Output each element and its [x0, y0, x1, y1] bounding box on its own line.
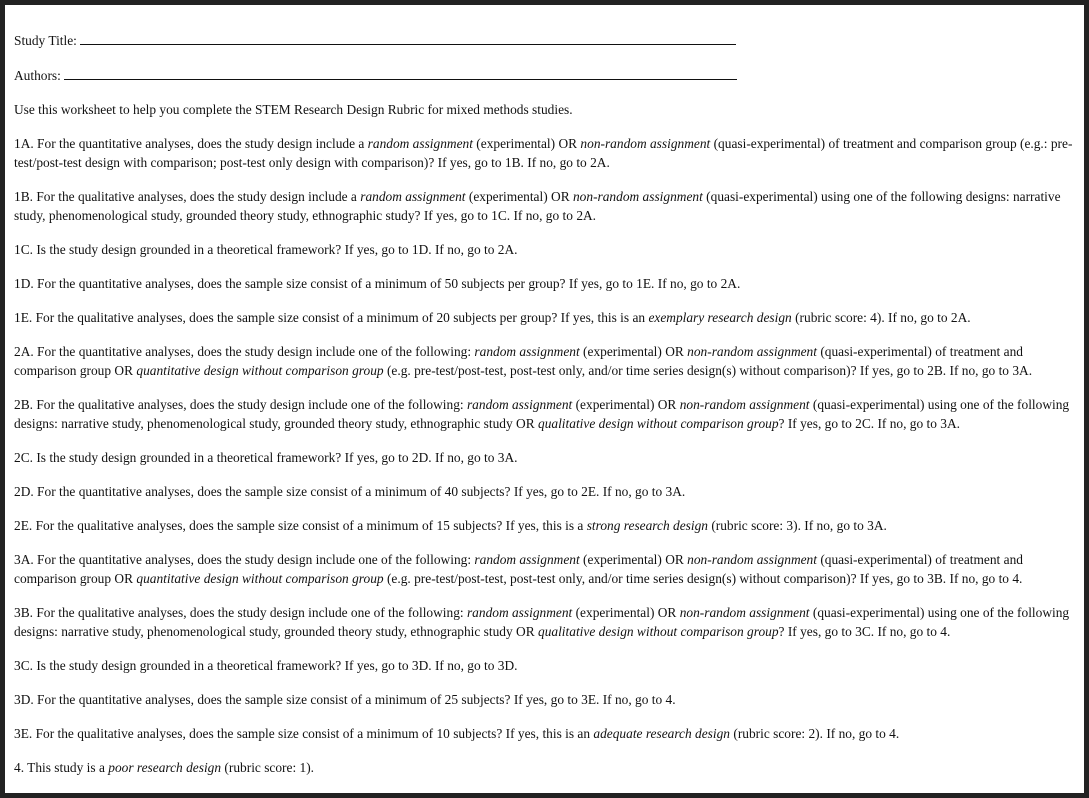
rubric-question-1a: [14, 134, 1076, 172]
question-text: (rubric score: 1).: [221, 760, 315, 775]
rubric-question-1c: [14, 240, 1076, 259]
question-text: (quasi-experimental) using one of the following designs: narrative study, phenomenological study, grounded theory study, ethnographic study OR: [14, 605, 1070, 639]
question-text: (experimental) OR: [472, 136, 581, 151]
question-text: (quasi-experimental) of treatment and comparison group OR: [14, 552, 1023, 586]
question-text: 2A. For the quantitative analyses, does the study design include one of the following:: [14, 344, 475, 359]
question-text: 3E. For the qualitative analyses, does the sample size consist of a minimum of 10 subjects? If yes, this is an: [14, 726, 594, 741]
design-term: random assignment: [367, 136, 473, 151]
question-text: (e.g. pre-test/post-test, post-test only, and/or time series design(s) without comparison)? If yes, go to 2B. If no, go to 3A.: [383, 363, 1033, 378]
design-term: qualitative design without comparison group: [538, 624, 779, 639]
rubric-question-2d: [14, 482, 1076, 501]
question-text: 2B. For the qualitative analyses, does the study design include one of the following:: [14, 397, 467, 412]
design-term: random assignment: [360, 189, 466, 204]
design-term: random assignment: [466, 605, 573, 620]
design-term: random assignment: [466, 397, 573, 412]
worksheet-content: [14, 31, 1076, 777]
question-text: 1C. Is the study design grounded in a theoretical framework? If yes, go to 1D. If no, go to 2A.: [14, 242, 518, 257]
design-term: exemplary research design: [648, 310, 792, 325]
design-term: non-random assignment: [580, 136, 711, 151]
question-text: (quasi-experimental) of treatment and comparison group OR: [14, 344, 1023, 378]
rubric-question-4: [14, 758, 1076, 777]
authors-field: [14, 66, 1076, 85]
design-term: poor research design: [108, 760, 222, 775]
question-text: 3B. For the qualitative analyses, does the study design include one of the following:: [14, 605, 467, 620]
question-text: (experimental) OR: [579, 344, 688, 359]
design-term: quantitative design without comparison group: [136, 571, 384, 586]
question-text: 1A. For the quantitative analyses, does the study design include a: [14, 136, 368, 151]
rubric-question-3d: [14, 690, 1076, 709]
question-text: 2E. For the qualitative analyses, does the sample size consist of a minimum of 15 subjects? If yes, this is a: [14, 518, 587, 533]
rubric-question-3c: [14, 656, 1076, 675]
design-term: quantitative design without comparison group: [136, 363, 384, 378]
rubric-question-1d: [14, 274, 1076, 293]
question-text: (rubric score: 2). If no, go to 4.: [730, 726, 900, 741]
question-text: (rubric score: 3). If no, go to 3A.: [707, 518, 887, 533]
question-text: 3C. Is the study design grounded in a theoretical framework? If yes, go to 3D. If no, go to 3D.: [14, 658, 518, 673]
question-text: ? If yes, go to 2C. If no, go to 3A.: [778, 416, 961, 431]
design-term: qualitative design without comparison group: [538, 416, 779, 431]
design-term: non-random assignment: [572, 189, 703, 204]
study-title-blank-line[interactable]: [80, 44, 736, 45]
question-text: (experimental) OR: [579, 552, 688, 567]
rubric-question-3a: [14, 550, 1076, 588]
authors-label: Authors:: [14, 68, 61, 83]
question-text: 1B. For the qualitative analyses, does the study design include a: [14, 189, 361, 204]
question-text: 4. This study is a: [14, 760, 109, 775]
question-text: 2D. For the quantitative analyses, does the sample size consist of a minimum of 40 subjects? If yes, go to 2E. If no, go to 3A.: [14, 484, 686, 499]
design-term: non-random assignment: [679, 397, 810, 412]
question-text: 1E. For the qualitative analyses, does the sample size consist of a minimum of 20 subjects per group? If yes, this is an: [14, 310, 649, 325]
question-text: (e.g. pre-test/post-test, post-test only, and/or time series design(s) without comparison)? If yes, go to 3B. If no, go to 4.: [383, 571, 1023, 586]
question-text: 3A. For the quantitative analyses, does the study design include one of the following:: [14, 552, 475, 567]
design-term: random assignment: [474, 552, 580, 567]
rubric-question-1b: [14, 187, 1076, 225]
design-term: non-random assignment: [679, 605, 810, 620]
design-term: adequate research design: [593, 726, 731, 741]
authors-blank-line[interactable]: [64, 79, 737, 80]
rubric-question-2a: [14, 342, 1076, 380]
rubric-question-2e: [14, 516, 1076, 535]
rubric-question-2b: [14, 395, 1076, 433]
study-title-label: Study Title:: [14, 33, 77, 48]
rubric-question-2c: [14, 448, 1076, 467]
question-text: (rubric score: 4). If no, go to 2A.: [791, 310, 971, 325]
design-term: random assignment: [474, 344, 580, 359]
design-term: non-random assignment: [687, 344, 817, 359]
rubric-question-3b: [14, 603, 1076, 641]
design-term: non-random assignment: [687, 552, 817, 567]
question-text: 2C. Is the study design grounded in a theoretical framework? If yes, go to 2D. If no, go to 3A.: [14, 450, 518, 465]
question-text: ? If yes, go to 3C. If no, go to 4.: [778, 624, 951, 639]
study-title-field: [14, 31, 1076, 50]
question-text: (experimental) OR: [465, 189, 573, 204]
question-text: 3D. For the quantitative analyses, does the sample size consist of a minimum of 25 subjects? If yes, go to 3E. If no, go to 4.: [14, 692, 676, 707]
question-text: (quasi-experimental) of treatment and comparison group (e.g.: pre-test/post-test design with comparison; post-test only design with comparison)? If yes, go to 1B. If no, go to 2A.: [14, 136, 1073, 170]
design-term: strong research design: [586, 518, 708, 533]
rubric-question-3e: [14, 724, 1076, 743]
question-text: (experimental) OR: [572, 397, 680, 412]
question-text: 1D. For the quantitative analyses, does the sample size consist of a minimum of 50 subjects per group? If yes, go to 1E. If no, go to 2A.: [14, 276, 741, 291]
rubric-question-list: [14, 134, 1076, 777]
question-text: (quasi-experimental) using one of the following designs: narrative study, phenomenological study, grounded theory study, ethnographic study? If yes, go to 1C. If no, go to 2A.: [14, 189, 1061, 223]
question-text: (experimental) OR: [572, 605, 680, 620]
rubric-question-1e: [14, 308, 1076, 327]
worksheet-instructions: Use this worksheet to help you complete the STEM Research Design Rubric for mixed methods studies.: [14, 102, 573, 117]
question-text: (quasi-experimental) using one of the following designs: narrative study, phenomenological study, grounded theory study, ethnographic study OR: [14, 397, 1070, 431]
